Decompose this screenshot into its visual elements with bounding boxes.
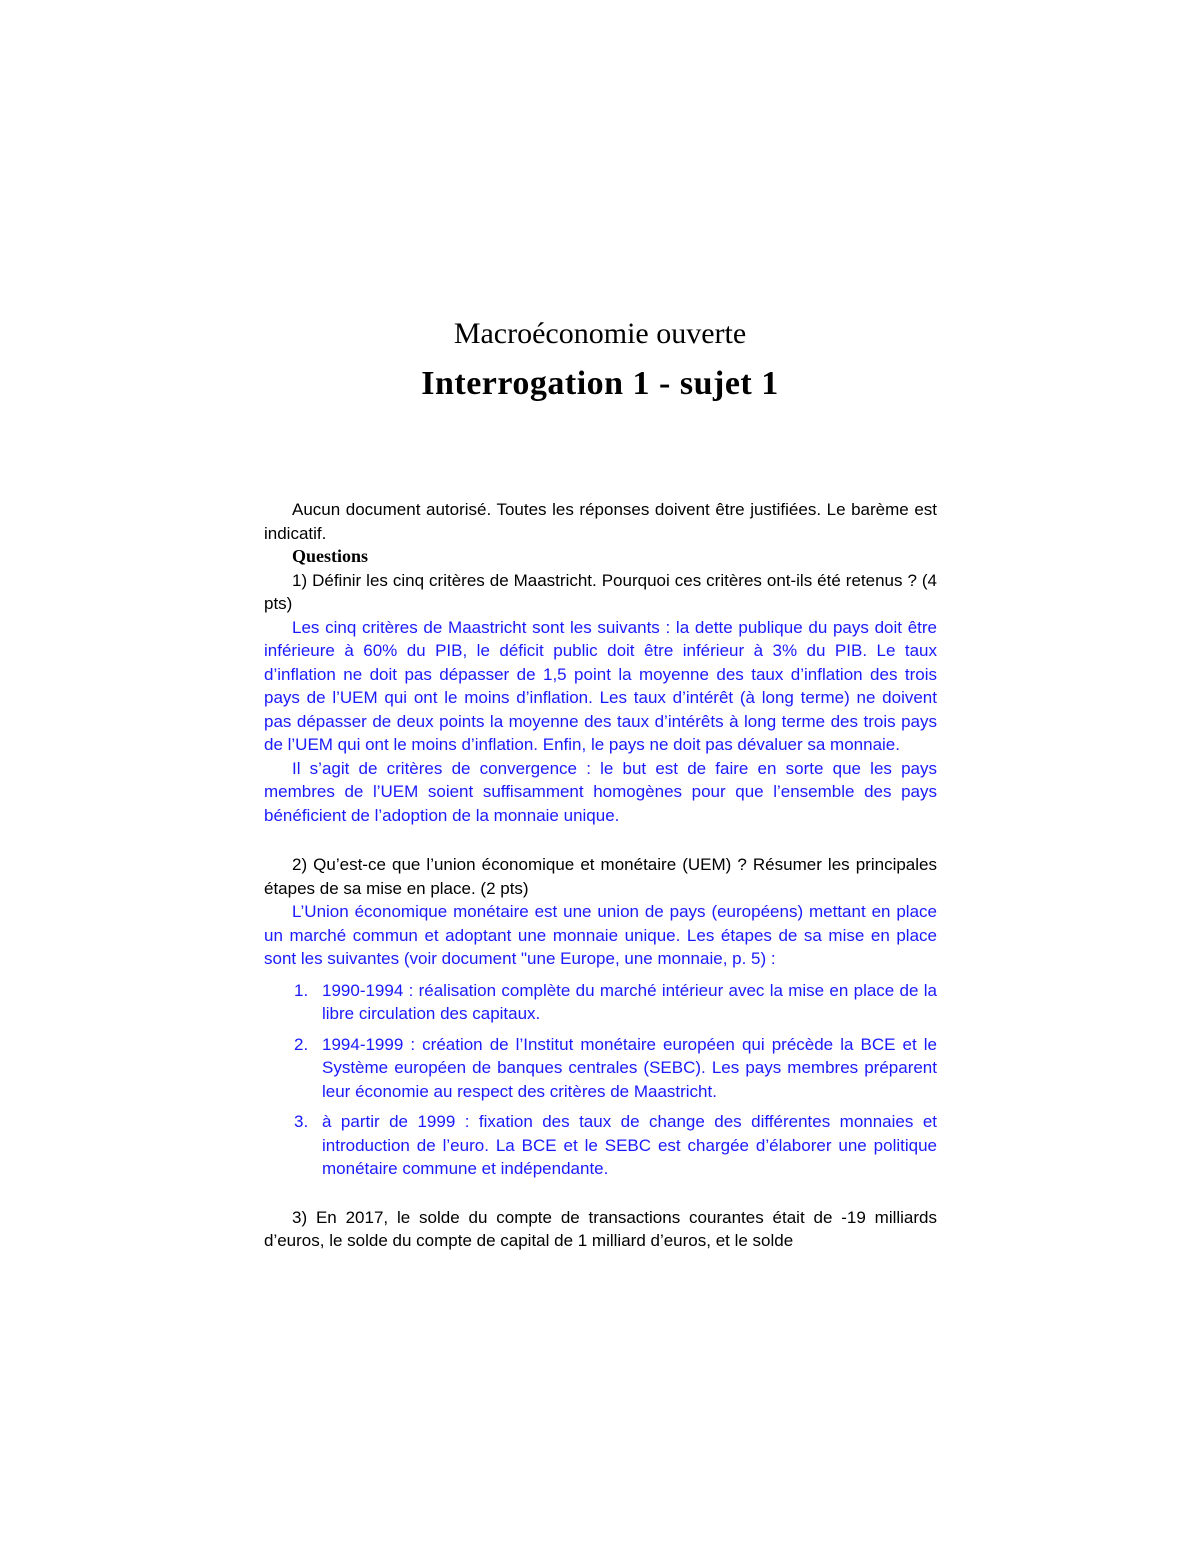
answer-2-paragraph: L’Union économique monétaire est une union de pays (européens) mettant en place un marché commun et adoptant une monnaie unique. Les étapes de sa mise en place sont les suivantes (voir document "une Europe, une monnaie, p. 5) : (264, 902, 937, 968)
questions-heading: Questions (292, 546, 369, 566)
list-item-text: 1990-1994 : réalisation complète du marché intérieur avec la mise en place de la libre circulation des capitaux. (322, 980, 937, 1023)
title-block (0, 316, 1200, 404)
question-3: 3) En 2017, le solde du compte de transactions courantes était de -19 milliards d’euros, le solde du compte de capital de 1 milliard d’euros, et le solde (264, 1207, 937, 1250)
spacer (264, 1188, 937, 1206)
list-item-text: à partir de 1999 : fixation des taux de change des différentes monnaies et introduction de l’euro. La BCE et le SEBC est chargée d’élaborer une politique monétaire commune et indépendante. (322, 1112, 937, 1178)
course-title: Macroéconomie ouverte (453, 317, 747, 350)
answer-1-paragraph-2: Il s’agit de critères de convergence : le but est de faire en sorte que les pays membres de l’UEM soient suffisamment homogènes pour que l’ensemble des pays bénéficient de l’adoption de la monnaie unique. (264, 758, 937, 825)
list-item-number: 1. (294, 980, 309, 1000)
list-item-number: 2. (294, 1034, 309, 1054)
list-item (264, 1033, 937, 1104)
instructions-paragraph: Aucun document autorisé. Toutes les réponses doivent être justifiées. Le barème est indicatif. (264, 500, 937, 543)
question-1: 1) Définir les cinq critères de Maastricht. Pourquoi ces critères ont-ils été retenus ? (4 pts) (264, 570, 937, 613)
document-body (264, 498, 937, 1253)
question-2: 2) Qu’est-ce que l’union économique et monétaire (UEM) ? Résumer les principales étapes de sa mise en place. (2 pts) (264, 855, 937, 898)
spacer (264, 827, 937, 853)
exam-title: Interrogation 1 - sujet 1 (421, 365, 779, 402)
list-item-number: 3. (294, 1112, 309, 1131)
list-item (264, 1110, 937, 1181)
answer-1-paragraph-1: Les cinq critères de Maastricht sont les suivants : la dette publique du pays doit être inférieure à 60% du PIB, le déficit public doit être inférieur à 3% du PIB. Le taux d’inflation ne doit pas dépasser de 1,5 point la moyenne des taux d’inflation des trois pays de l’UEM qui ont le moins d’inflation. Les taux d’intérêt (à long terme) ne doivent pas dépasser de deux points la moyenne des taux d’intérêts à long terme des trois pays de l’UEM qui ont le moins d’inflation. Enfin, le pays ne doit pas dévaluer sa monnaie. (264, 617, 937, 754)
list-item (264, 979, 937, 1026)
list-item-text: 1994-1999 : création de l’Institut monétaire européen qui précède la BCE et le Système européen de banques centrales (SEBC). Les pays membres préparent leur économie au respect des critères de Maastricht. (322, 1034, 937, 1101)
steps-list (264, 979, 937, 1181)
